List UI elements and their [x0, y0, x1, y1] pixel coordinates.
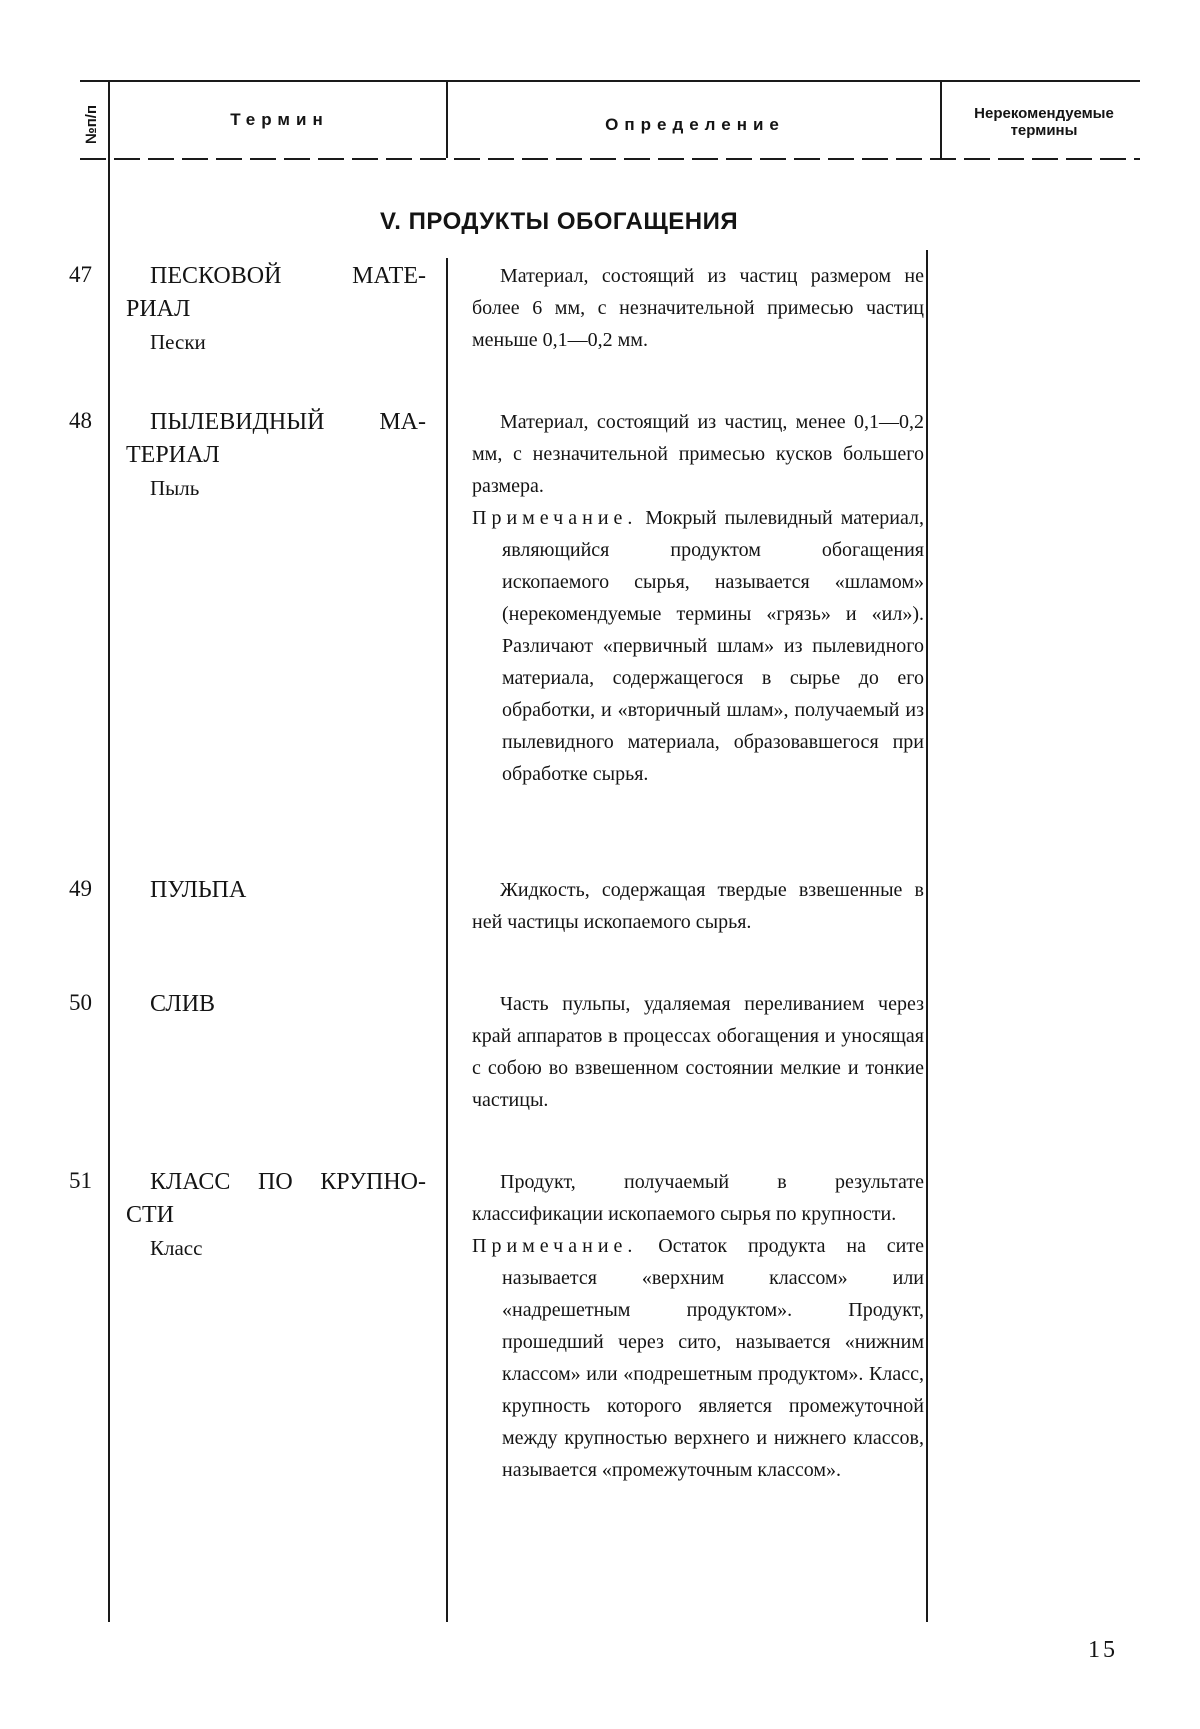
entry-number: 47 [69, 262, 92, 287]
entry-definition [472, 1166, 924, 1486]
num-column-rule [108, 82, 110, 1622]
definition-text: Продукт, получаемый в результате классификации ископаемого сырья по крупности. [472, 1171, 924, 1225]
term-line: ПЕСКОВОЙ МАТЕ- [150, 263, 426, 289]
entry-number: 51 [69, 1168, 92, 1193]
note-label: Примечание. [472, 507, 638, 529]
definition-note [472, 1230, 924, 1486]
entry-definition [472, 874, 924, 938]
entry-term [126, 406, 426, 504]
header-number: №п/п [82, 104, 100, 144]
term-line: СТИ [126, 1202, 174, 1228]
definition-text: Материал, состоящий из частиц размером не более 6 мм, с незначительной примесью частиц меньше 0,1—0,2 мм. [472, 265, 924, 351]
definition-text: Часть пульпы, удаляемая переливанием через край аппаратов в процессах обогащения и уносящая с собою во взвешенном состоянии мелкие и тонкие частицы. [472, 993, 924, 1111]
entry-definition [472, 260, 924, 356]
definition-text: Материал, состоящий из частиц, менее 0,1—0,2 мм, с незначительной примесью кусков большего размера. [472, 411, 924, 497]
definition-column-rule [940, 82, 942, 158]
entry-term [126, 988, 426, 1021]
entry-term [126, 874, 426, 907]
entry-number: 49 [69, 876, 92, 901]
definition-column-rule-body [926, 250, 928, 1622]
page-number: 15 [1088, 1637, 1118, 1663]
term-column-rule-body [446, 258, 448, 1622]
header-bottom-rule [80, 158, 1140, 160]
header-nonrecommended: Нерекомендуемые термины [974, 105, 1114, 139]
entry-number: 48 [69, 408, 92, 433]
header-top-rule [80, 80, 1140, 82]
term-synonym: Класс [150, 1236, 203, 1260]
term-line: СЛИВ [150, 991, 216, 1017]
header-definition: Определение [605, 115, 785, 134]
term-synonym: Пыль [150, 476, 200, 500]
term-line: ПУЛЬПА [150, 877, 247, 903]
header-term: Термин [230, 110, 329, 129]
term-synonym: Пески [150, 330, 206, 354]
note-text: Мокрый пылевидный материал, являющийся продуктом обогащения ископаемого сырья, называется «шламом» (нерекомендуемые термины «грязь» и «ил»). Различают «первичный шлам» из пылевидного материала, содержащегося в сырье до его обработки, и «вторичный шлам», получаемый из пылевидного материала, образовавшегося при обработке сырья. [502, 507, 924, 785]
entry-number: 50 [69, 990, 92, 1015]
entry-definition [472, 406, 924, 790]
term-line: РИАЛ [126, 296, 191, 322]
entry-term [126, 260, 426, 358]
section-title: V. ПРОДУКТЫ ОБОГАЩЕНИЯ [380, 208, 739, 235]
term-line: ТЕРИАЛ [126, 442, 220, 468]
note-label: Примечание. [472, 1235, 638, 1257]
entry-term [126, 1166, 426, 1264]
definition-note [472, 502, 924, 790]
definition-text: Жидкость, содержащая твердые взвешенные в ней частицы ископаемого сырья. [472, 879, 924, 933]
term-line: ПЫЛЕВИДНЫЙ МА- [150, 409, 426, 435]
entry-definition [472, 988, 924, 1116]
term-line: КЛАСС ПО КРУПНО- [150, 1169, 426, 1195]
note-text: Остаток продукта на сите называется «верхним классом» или «надрешетным продуктом». Продукт, прошедший через сито, называется «нижним классом» или «подрешетным продуктом». Класс, крупность которого является промежуточной между крупностью верхнего и нижнего классов, называется «промежуточным классом». [502, 1235, 924, 1481]
